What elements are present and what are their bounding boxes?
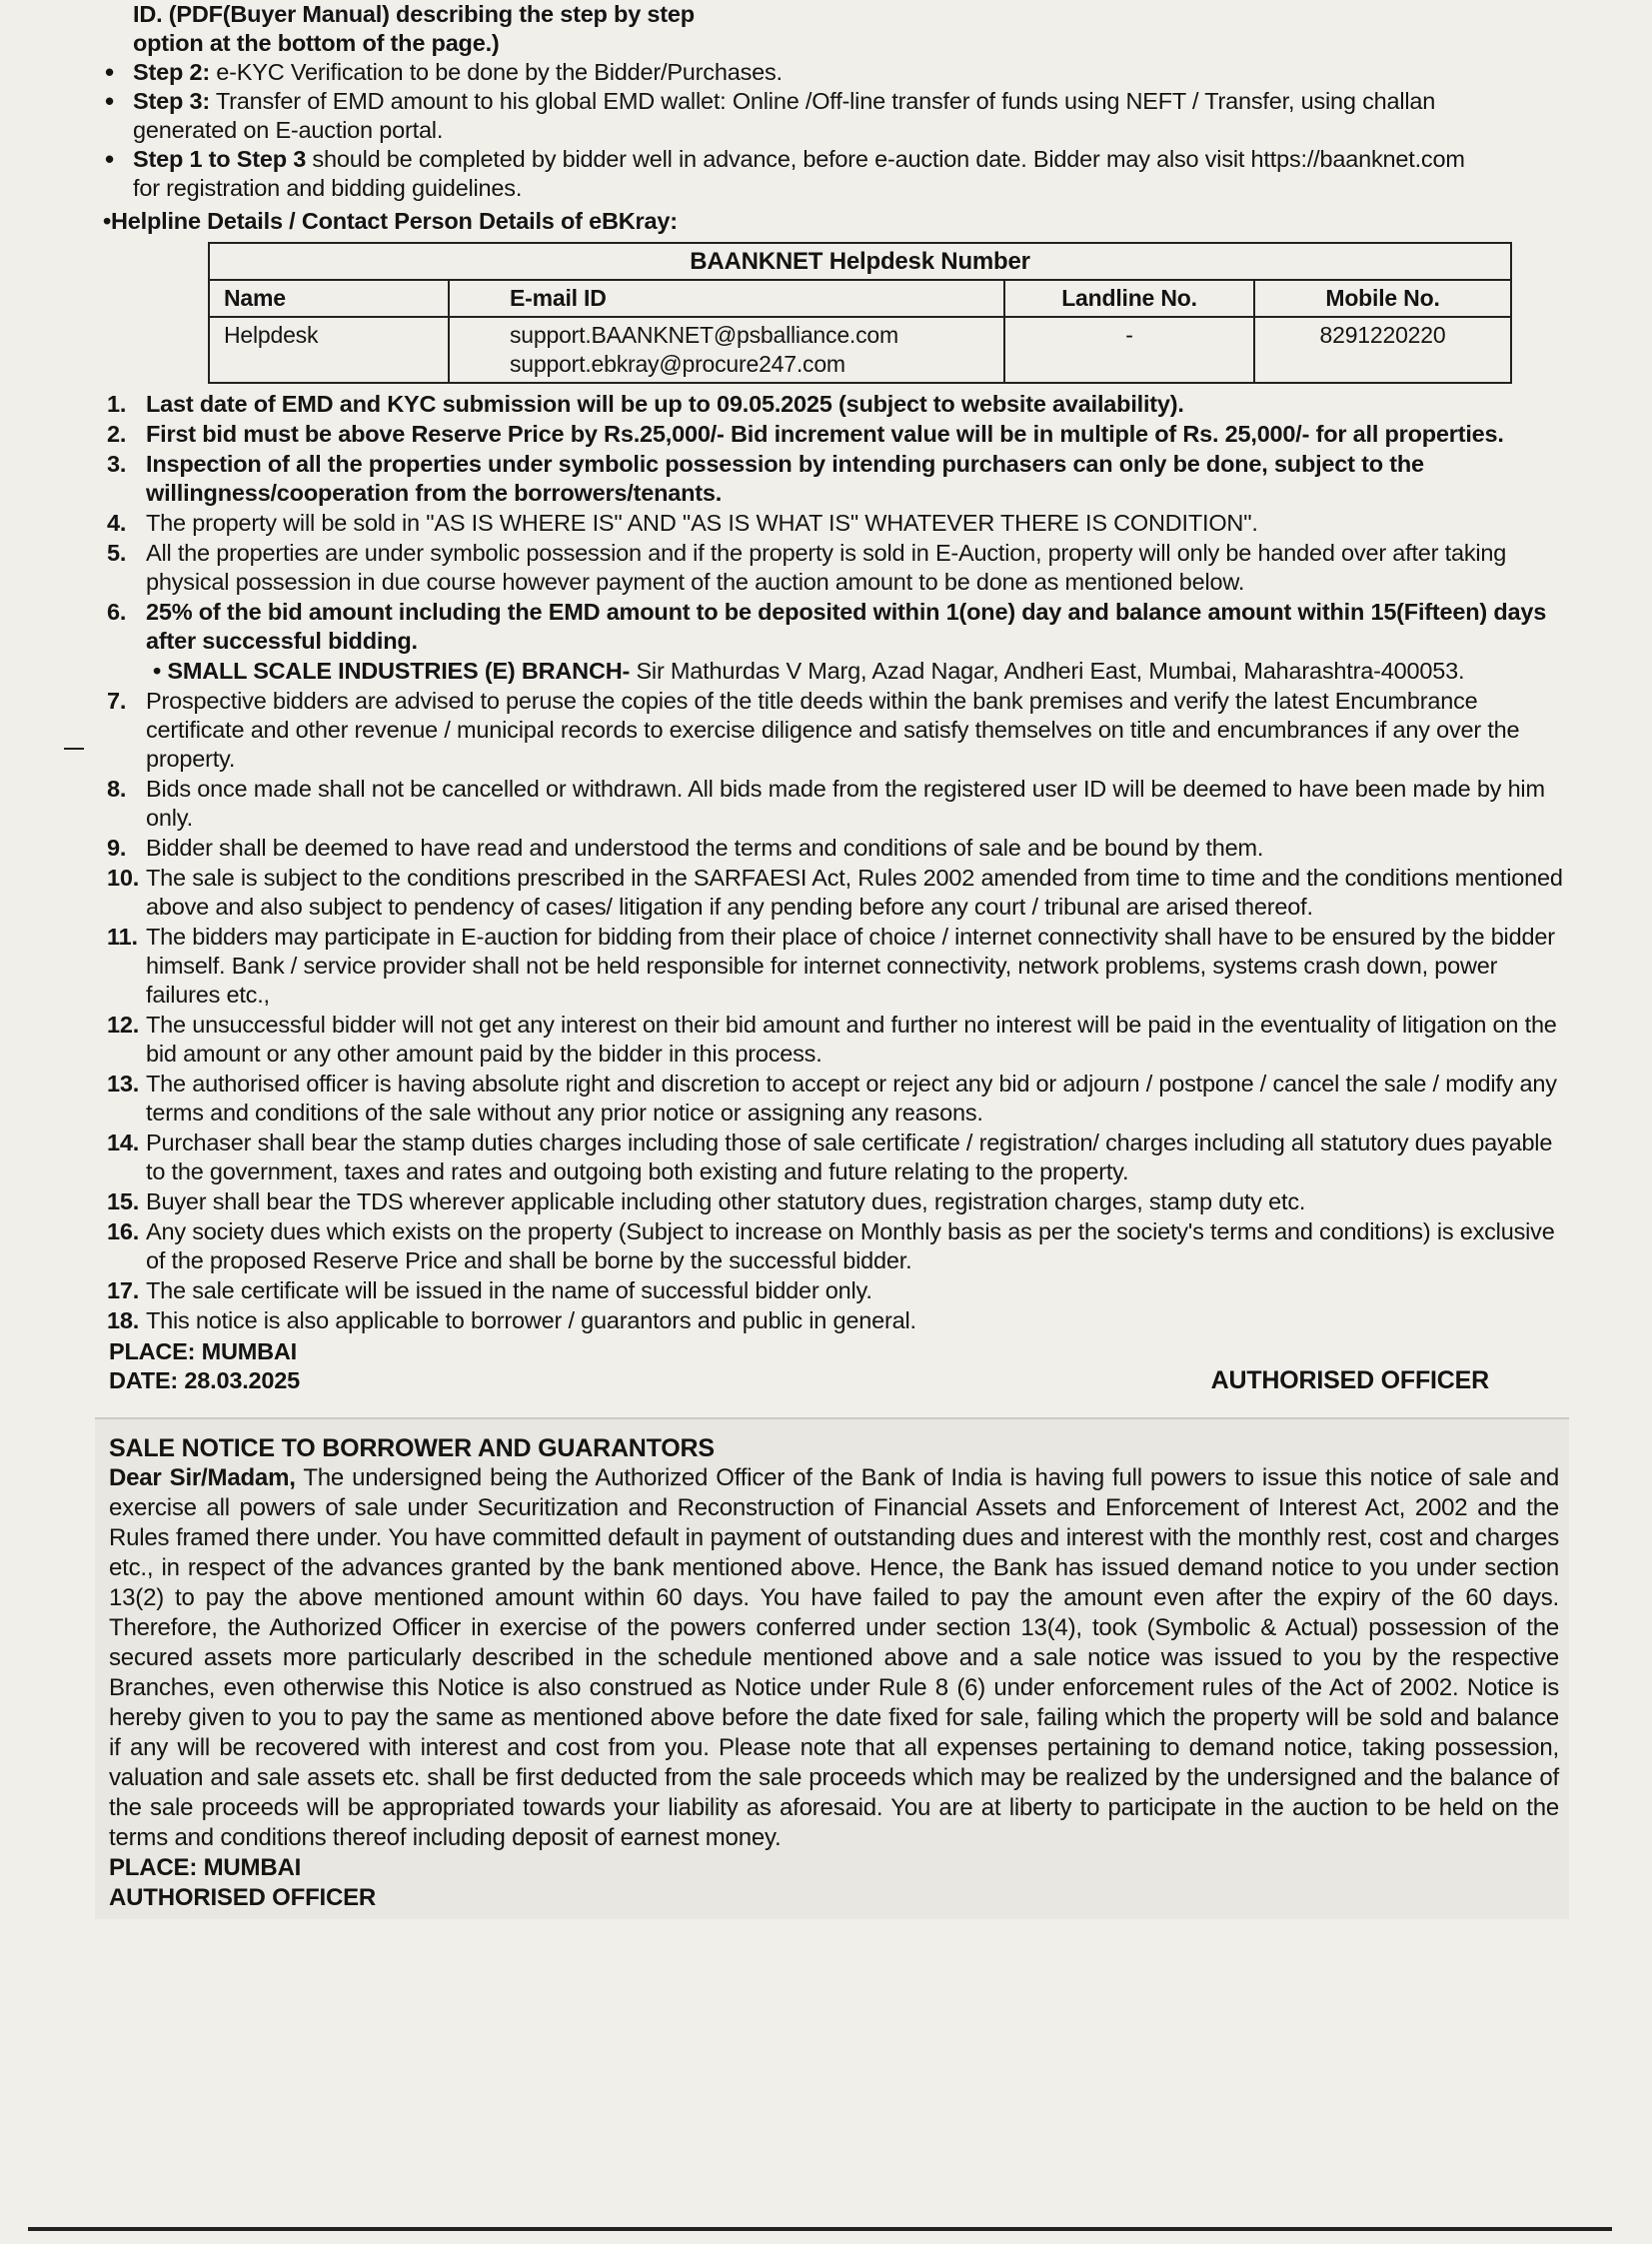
- term-number: 1.: [107, 391, 127, 417]
- term-number: 13.: [107, 1071, 140, 1097]
- step-2-label: Step 2:: [133, 59, 210, 85]
- email-1: support.BAANKNET@psballiance.com: [510, 322, 898, 348]
- row-email: [449, 317, 1004, 383]
- term-number: 15.: [107, 1188, 140, 1214]
- term-13: [95, 1070, 1569, 1127]
- sale-notice-body: [109, 1463, 1559, 1853]
- notice-place: PLACE: MUMBAI: [109, 1854, 302, 1881]
- step-2: [95, 58, 1569, 87]
- term-12: [95, 1011, 1569, 1069]
- sale-notice-text: The undersigned being the Authorized Officer of the Bank of India is having full powers to issue this notice of sale and exercise all powers of sale under Securitization and Reconstruction of Financial Assets and Enforcement of Interest Act, 2002 and the Rules framed there under. You have committed default in payment of outstanding dues and interest with the monthly rest, cost and charges etc., in respect of the advances granted by the bank mentioned above. Hence, the Bank has issued demand notice to you under section 13(2) to pay the above mentioned amount within 60 days. You have failed to pay the amount even after the expiry of the 60 days. Therefore, the Authorized Officer in exercise of the powers conferred under section 13(4), took (Symbolic & Actual) possession of the secured assets more particularly described in the schedule mentioned above and a sale notice was issued to you by the respective Branches, even otherwise this Notice is also construed as Notice under Rule 8 (6) under enforcement rules of the Act of 2002. Notice is hereby given to you to pay the same as mentioned above before the date fixed for sale, failing which the property will be sold and balance if any will be recovered with interest and cost from you. Please note that all expenses pertaining to demand notice, taking possession, valuation and sale assets etc. shall be first deducted from the sale proceeds which may be realized by the undersigned and the balance of the sale proceeds will be appropriated towards your liability as aforesaid. You are at liberty to participate in the auction to be held on the terms and conditions thereof including deposit of earnest money.: [109, 1464, 1560, 1851]
- term-4: [95, 509, 1569, 538]
- term-6: [95, 598, 1569, 656]
- row-name: Helpdesk: [209, 317, 449, 383]
- term-10: [95, 864, 1569, 922]
- term-number: 9.: [107, 835, 127, 861]
- intro-top-line: ID. (PDF(Buyer Manual) describing the step by step: [133, 1, 695, 27]
- term-17: [95, 1276, 1569, 1305]
- term-number: 10.: [107, 865, 140, 891]
- term-text: The sale certificate will be issued in the name of successful bidder only.: [146, 1277, 872, 1303]
- term-number: 5.: [107, 540, 127, 566]
- term-5: [95, 539, 1569, 597]
- term-text: Any society dues which exists on the property (Subject to increase on Monthly basis as per the society's terms and conditions) is exclusive of the proposed Reserve Price and shall be borne by the successful bidder.: [146, 1218, 1555, 1273]
- term-11: [95, 923, 1569, 1010]
- terms-list: [95, 390, 1569, 1335]
- step-3-text-2: generated on E-auction portal.: [133, 117, 444, 143]
- step-2-text: e-KYC Verification to be done by the Bidder/Purchases.: [209, 59, 783, 85]
- term-16: [95, 1217, 1569, 1275]
- term-text: Bids once made shall not be cancelled or withdrawn. All bids made from the registered user ID will be deemed to have been made by him only.: [146, 776, 1545, 831]
- helpline-heading: •Helpline Details / Contact Person Details of eBKray:: [103, 208, 678, 234]
- notice-page: [95, 0, 1569, 2244]
- term-text: The sale is subject to the conditions prescribed in the SARFAESI Act, Rules 2002 amended from time to time and the conditions mentioned above and also subject to pendency of cases/ litigation if any pending before any court / tribunal are arised thereof.: [146, 865, 1563, 920]
- term-text: 25% of the bid amount including the EMD amount to be deposited within 1(one) day and balance amount within 15(Fifteen) days after successful bidding.: [146, 599, 1547, 654]
- term-text: The property will be sold in "AS IS WHERE IS" AND "AS IS WHAT IS" WHATEVER THERE IS CONDITION".: [146, 510, 1258, 536]
- step-3-label: Step 3:: [133, 88, 210, 114]
- header-name: Name: [209, 280, 449, 317]
- step-1-to-3-label: Step 1 to Step 3: [133, 146, 307, 172]
- term-text: This notice is also applicable to borrower / guarantors and public in general.: [146, 1307, 916, 1333]
- header-landline: Landline No.: [1004, 280, 1254, 317]
- step-1-to-3: [95, 145, 1569, 174]
- term-number: 16.: [107, 1218, 140, 1244]
- term-number: 17.: [107, 1277, 140, 1303]
- term-1: [95, 390, 1569, 419]
- term-text: Inspection of all the properties under symbolic possession by intending purchasers can only be done, subject to the willingness/cooperation from the borrowers/tenants.: [146, 451, 1424, 506]
- bottom-rule: [28, 2227, 1612, 2231]
- intro-section: [95, 0, 1569, 236]
- term-text: Last date of EMD and KYC submission will be up to 09.05.2025 (subject to website availability).: [146, 391, 1184, 417]
- term-text: Buyer shall bear the TDS wherever applicable including other statutory dues, registration charges, stamp duty etc.: [146, 1188, 1306, 1214]
- term-text: All the properties are under symbolic possession and if the property is sold in E-Auction, property will only be handed over after taking physical possession in due course however payment of the auction amount to be done as mentioned below.: [146, 540, 1507, 595]
- helpdesk-table: [208, 242, 1512, 384]
- steps-list-2: [95, 145, 1569, 174]
- notice-officer: AUTHORISED OFFICER: [109, 1884, 377, 1911]
- term-text: The unsuccessful bidder will not get any interest on their bid amount and further no interest will be paid in the eventuality of litigation on the bid amount or any other amount paid by the bidder in this process.: [146, 1012, 1557, 1067]
- step-3-text: Transfer of EMD amount to his global EMD wallet: Online /Off-line transfer of funds using NEFT / Transfer, using challan: [209, 88, 1436, 114]
- salutation: Dear Sir/Madam,: [109, 1464, 296, 1491]
- term-text: The authorised officer is having absolute right and discretion to accept or reject any bid or adjourn / postpone / cancel the sale / modify any terms and conditions of the sale without any prior notice or assigning any reasons.: [146, 1071, 1557, 1125]
- term-2: [95, 420, 1569, 449]
- signoff-block: [95, 1337, 1569, 1395]
- margin-mark: [64, 748, 84, 750]
- row-landline: -: [1004, 317, 1254, 383]
- term-number: 7.: [107, 688, 127, 714]
- signoff-date: DATE: 28.03.2025: [109, 1367, 300, 1393]
- term-text: Purchaser shall bear the stamp duties charges including those of sale certificate / registration/ charges including all statutory dues payable to the government, taxes and rates and outgoing both existing and future relating to the property.: [146, 1129, 1553, 1184]
- term-number: 14.: [107, 1129, 140, 1155]
- term-number: 3.: [107, 451, 127, 477]
- branch-text: Sir Mathurdas V Marg, Azad Nagar, Andheri East, Mumbai, Maharashtra-400053.: [630, 658, 1465, 684]
- term-text: Bidder shall be deemed to have read and understood the terms and conditions of sale and be bound by them.: [146, 835, 1264, 861]
- term-number: 6.: [107, 599, 127, 625]
- branch-address: [95, 657, 1569, 686]
- branch-label: • SMALL SCALE INDUSTRIES (E) BRANCH-: [153, 658, 631, 684]
- row-mobile: 8291220220: [1254, 317, 1511, 383]
- signoff-officer: AUTHORISED OFFICER: [1210, 1366, 1489, 1394]
- header-email: E-mail ID: [449, 280, 1004, 317]
- signoff-left: [109, 1337, 300, 1395]
- step-1-to-3-text-2: for registration and bidding guidelines.: [133, 175, 523, 201]
- intro-top-line-2: option at the bottom of the page.): [133, 30, 500, 56]
- term-18: [95, 1306, 1569, 1335]
- helpdesk-table-caption: BAANKNET Helpdesk Number: [209, 243, 1511, 280]
- term-9: [95, 834, 1569, 863]
- term-number: 2.: [107, 421, 127, 447]
- term-8: [95, 775, 1569, 833]
- signoff-place: PLACE: MUMBAI: [109, 1338, 297, 1364]
- term-7: [95, 687, 1569, 774]
- term-number: 8.: [107, 776, 127, 802]
- term-text: The bidders may participate in E-auction for bidding from their place of choice / internet connectivity shall have to be ensured by the bidder himself. Bank / service provider shall not be held responsible for internet connectivity, network problems, systems crash down, power failures etc.,: [146, 924, 1555, 1008]
- sale-notice-section: [95, 1417, 1569, 1919]
- term-15: [95, 1187, 1569, 1216]
- term-text: Prospective bidders are advised to peruse the copies of the title deeds within the bank premises and verify the latest Encumbrance certificate and other revenue / municipal records to exercise diligence and satisfy themselves on title and encumbrances if any over the property.: [146, 688, 1520, 772]
- sale-notice-title: SALE NOTICE TO BORROWER AND GUARANTORS: [109, 1434, 715, 1462]
- email-2: support.ebkray@procure247.com: [510, 351, 845, 377]
- term-number: 18.: [107, 1307, 140, 1333]
- step-3: [95, 87, 1569, 116]
- term-number: 11.: [107, 924, 138, 950]
- term-text: First bid must be above Reserve Price by Rs.25,000/- Bid increment value will be in multiple of Rs. 25,000/- for all properties.: [146, 421, 1504, 447]
- term-number: 12.: [107, 1012, 140, 1038]
- term-3: [95, 450, 1569, 508]
- term-number: 4.: [107, 510, 127, 536]
- steps-list: [95, 58, 1569, 116]
- header-mobile: Mobile No.: [1254, 280, 1511, 317]
- term-14: [95, 1128, 1569, 1186]
- step-1-to-3-text: should be completed by bidder well in advance, before e-auction date. Bidder may also visit https://baanknet.com: [306, 146, 1465, 172]
